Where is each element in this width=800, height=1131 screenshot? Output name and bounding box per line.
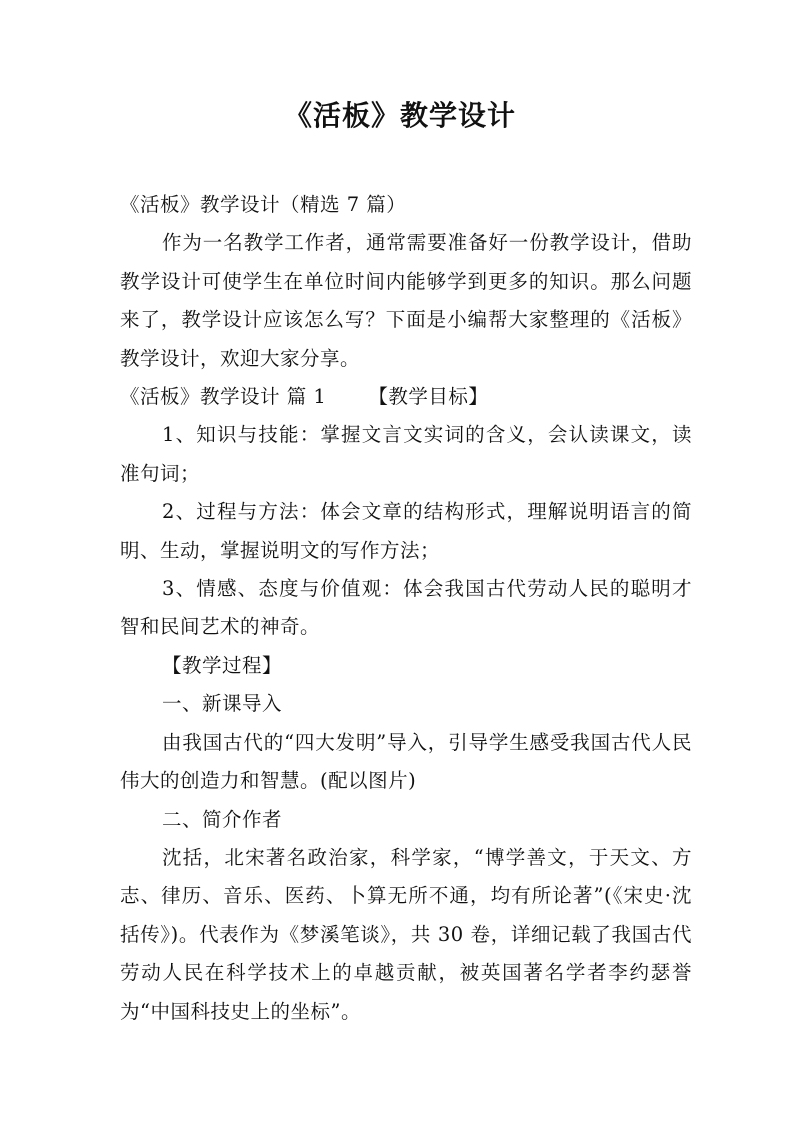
step-2-title: 二、简介作者 — [162, 807, 283, 831]
document-body — [120, 186, 692, 1031]
step-2-paragraph: 沈括，北宋著名政治家，科学家，“博学善文，于天文、方志、律历、音乐、医药、卜算无所不通，均有所论著”(《宋史·沈括传》)。代表作为《梦溪笔谈》，共 30 卷，详细记载了我国古代劳动人民在科学技术上的卓越贡献，被英国著名学者李约瑟誉为“中国科技史上的坐标”。 — [120, 845, 692, 1023]
step-1-paragraph: 由我国古代的“四大发明”导入，引导学生感受我国古代人民伟大的创造力和智慧。(配以图片) — [120, 730, 692, 793]
process-label: 【教学过程】 — [162, 653, 283, 677]
intro-paragraph: 作为一名教学工作者，通常需要准备好一份教学设计，借助教学设计可使学生在单位时间内能够学到更多的知识。那么问题来了，教学设计应该怎么写？下面是小编帮大家整理的《活板》教学设计，欢迎大家分享。 — [120, 231, 692, 370]
goal-1-paragraph: 1、知识与技能：掌握文言文实词的含义，会认读课文，读准句词； — [120, 423, 692, 485]
subtitle-paragraph: 《活板》教学设计（精选 7 篇） — [120, 193, 407, 216]
step-1-title: 一、新课导入 — [162, 692, 283, 716]
goal-3-paragraph: 3、情感、态度与价值观：体会我国古代劳动人民的聪明才智和民间艺术的神奇。 — [120, 577, 692, 639]
document-title: 《活板》教学设计 — [283, 99, 516, 132]
section-heading-line — [120, 378, 692, 416]
goal-label: 【教学目标】 — [368, 385, 489, 409]
goal-2-paragraph: 2、过程与方法：体会文章的结构形式，理解说明语言的简明、生动，掌握说明文的写作方法； — [120, 500, 692, 562]
section-heading: 《活板》教学设计 篇 1 — [120, 385, 327, 409]
